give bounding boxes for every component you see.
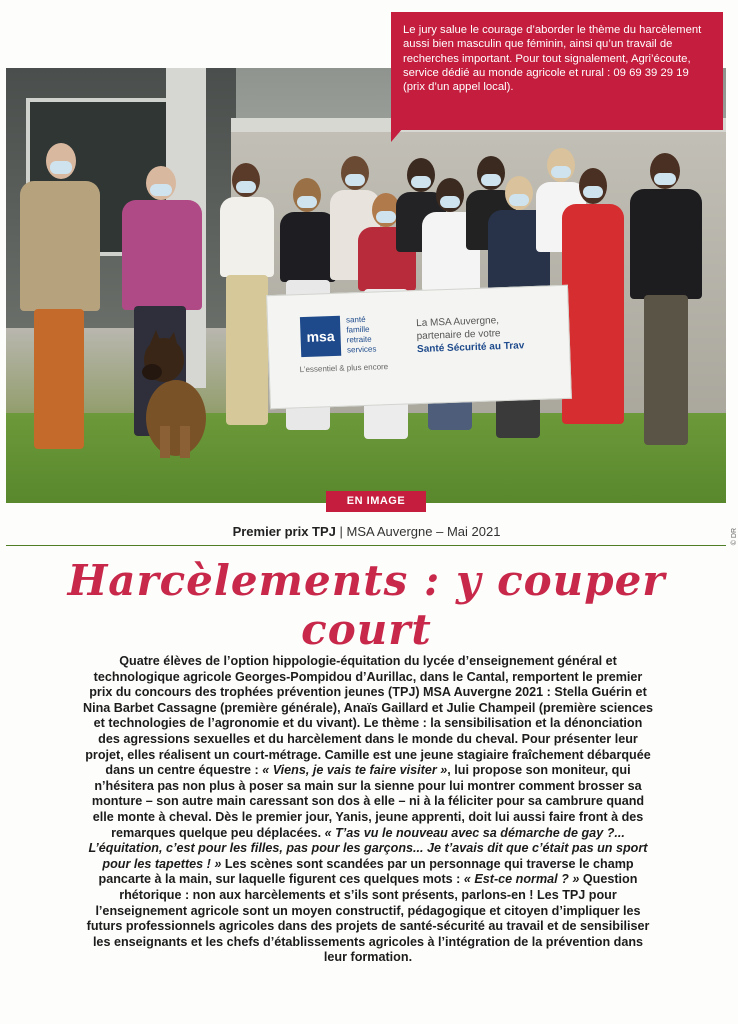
banner-text: La MSA Auvergne, partenaire de votre Santé Sécurité au Trav — [415, 315, 525, 356]
article-headline: Harcèlements : y couper court — [67, 556, 666, 654]
msa-banner — [266, 285, 572, 409]
callout-text: Le jury salue le courage d’aborder le thème du harcèlement aussi bien masculin que féminin, ainsi qu’un travail de recherches important. Pour tout signalement, Agri’écoute, service dédié au monde agricole et rural : 09 69 39 29 19 (prix d’un appel local). — [403, 24, 702, 94]
dog-illustration — [134, 330, 214, 460]
photo-caption — [0, 524, 733, 539]
caption-separator: | — [335, 524, 347, 539]
quote: « Est-ce normal ? » — [463, 872, 580, 887]
caption-bold: Premier prix TPJ — [232, 524, 336, 539]
jury-callout — [391, 12, 723, 130]
photo-credit: © DR — [731, 528, 738, 546]
person — [626, 153, 706, 453]
callout-tail — [391, 128, 403, 142]
banner-tagline: L’essentiel & plus encore — [299, 362, 389, 375]
article-body — [82, 654, 654, 966]
quote: « T’as vu le nouveau avec sa démarche de gay ?... L’équitation, c’est pour les filles, pas pour les garçons... Je t’avais dit que c’était pas un sport pour les tapettes ! » — [88, 825, 648, 871]
group-photo — [6, 68, 726, 546]
person — [14, 143, 104, 453]
section-tag: EN IMAGE — [326, 491, 426, 512]
msa-logo-text: santé famille retraite services — [345, 314, 377, 355]
body-paragraph: Quatre élèves de l’option hippologie-équitation du lycée d’enseignement général et technologique agricole Georges-Pompidou d’Aurillac, dans le Cantal, remportent le premier prix du concours des trophées prévention jeunes (TPJ) MSA Auvergne 2021 : Stella Guérin et Nina Barbet Cassagne (première générale), Anaïs Gaillard et Julie Champeil (première sciences et technologies de l’agronomie et du vivant). Le thème : la sensibilisation et la dénonciation des agressions sexuelles et du harcèlement dans le monde du cheval. Pour présenter leur projet, elles réalisent un court-métrage. Camille est une jeune stagiaire fraîchement débarquée dans un centre équestre : « Viens, je vais te faire visiter », lui propose son moniteur, qui n’hésitera pas non plus à poser sa main sur la sienne pour lui montrer comment brosser sa monture – son autre main caressant son dos à elle – ni à la féliciter pour sa cambrure quand elle monte à cheval. Dès le premier jour, Yanis, jeune apprenti, doit lui aussi faire front à des remarques quelque peu déplacées. « T’as vu le nouveau avec sa démarche de gay ?... L’équitation, c’est pour les filles, pas pour les garçons... Je t’avais dit que c’était pas un sport pour les tapettes ! » Les scènes sont scandées par un personnage qui traverse le champ pancarte à la main, sur laquelle figurent ces quelques mots : « Est-ce normal ? » Question rhétorique : non aux harcèlements et s’ils sont présents, parlons-en ! Les TPJ pour l’enseignement agricole sont un moyen constructif, pédagogique et citoyen d’impliquer les futurs professionnels agricoles dans des projets de santé-sécurité au travail et de sensibiliser les enseignants et les chefs d’établissements agricoles à l’intégration de la prévention dans leur formation. — [83, 654, 653, 965]
caption-rest: MSA Auvergne – Mai 2021 — [346, 524, 501, 539]
quote: « Viens, je vais te faire visiter » — [262, 763, 448, 778]
msa-logo: msa — [300, 316, 341, 357]
